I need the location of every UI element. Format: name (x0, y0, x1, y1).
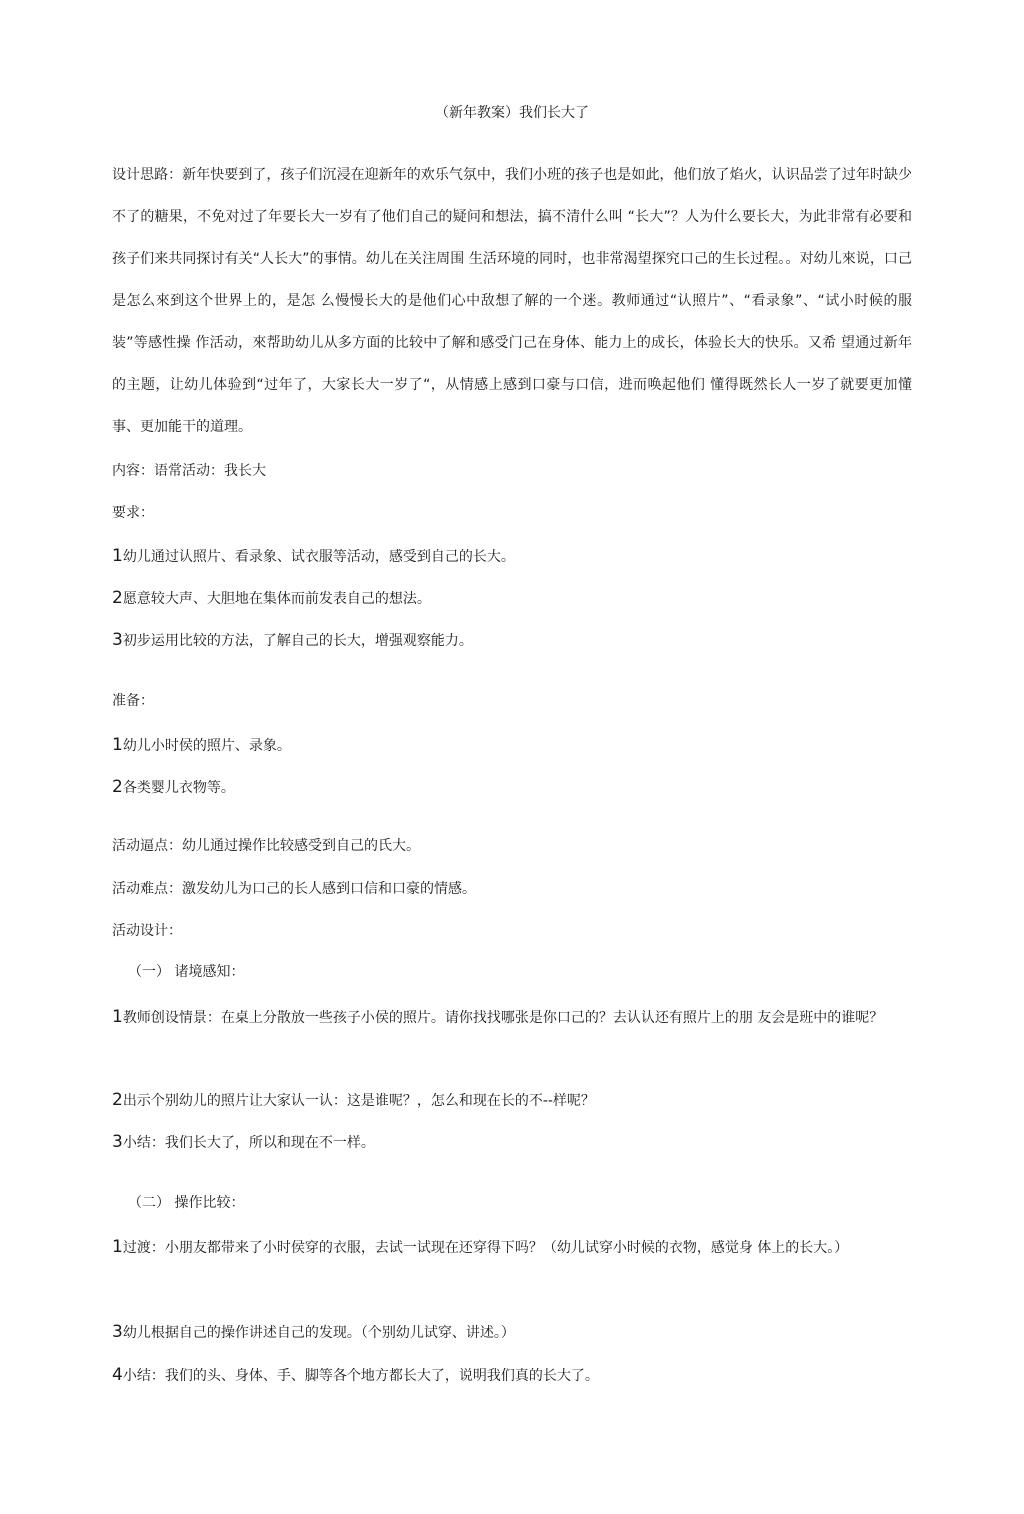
section-one-text: 小结：我们长大了，所以和现在不一样。 (122, 1135, 375, 1151)
requirement-number: 2 (112, 588, 123, 608)
section-one-number: 1 (112, 1007, 123, 1027)
section-two-heading: （二） 操作比较： (128, 1195, 245, 1211)
section-two-number: 1 (112, 1237, 123, 1257)
preparation-number: 1 (112, 735, 123, 755)
document-title: （新年教案）我们长大了 (435, 105, 589, 121)
section-two-number: 3 (112, 1322, 123, 1342)
requirement-number: 3 (112, 630, 123, 650)
requirement-text: 初步运用比较的方法，了解自己的长大，增强观察能力。 (122, 633, 473, 649)
requirements-heading: 要求： (112, 505, 154, 521)
preparation-text: 幼儿小时侯的照片、录象。 (122, 738, 291, 754)
requirement-item (112, 588, 912, 608)
preparation-heading: 准备： (112, 693, 154, 709)
requirement-text: 幼儿通过认照片、看录象、试衣服等活动，感受到自己的长大。 (122, 549, 515, 565)
requirement-item (112, 630, 912, 650)
section-one-item (112, 996, 912, 1039)
requirement-text: 愿意较大声、大胆地在集体而前发表自己的想法。 (122, 591, 431, 607)
section-two-item (112, 1322, 912, 1342)
section-one-text: 出示个别幼儿的照片让大家认一认：这是谁呢？，怎么和现在长的不--样呢？ (122, 1093, 595, 1109)
activity-design-heading: 活动设计： (112, 923, 182, 939)
section-one-number: 3 (112, 1132, 123, 1152)
requirement-number: 1 (112, 546, 123, 566)
requirement-item (112, 546, 912, 566)
section-one-heading: （一） 诸境感知： (128, 964, 245, 980)
key-point-line: 活动逼点：幼儿通过操作比较感受到自己的氏大。 (112, 838, 420, 854)
content-line: 内容：语常活动：我长大 (112, 463, 266, 479)
preparation-item (112, 777, 912, 797)
section-one-item (112, 1090, 912, 1110)
section-two-number: 4 (112, 1365, 123, 1385)
section-two-text: 小结：我们的头、身体、手、脚等各个地方都长大了，说明我们真的长大了。 (122, 1368, 599, 1384)
difficulty-line: 活动难点：激发幼儿为口己的长人感到口信和口豪的情感。 (112, 881, 476, 897)
section-two-text: 过渡：小朋友都带来了小时侯穿的衣服，去试一试现在还穿得下吗？（幼儿试穿小时候的衣物，感觉身 体上的长大。） (122, 1240, 849, 1256)
section-one-item (112, 1132, 912, 1152)
design-idea-paragraph: 设计思路：新年快要到了，孩子们沉浸在迎新年的欢乐气氛中，我们小班的孩子也是如此，他们放了焰火，认识品尝了过年时缺少不了的糖果，不免对过了年要长大一岁有了他们自己的疑问和想法，搞不清什么叫 “长大”？人为什么要长大，为此非常有必要和孩子们来共同探讨有关“人长大”的事情。幼儿在关注周围 生活环境的同时，也非常渴望探究口己的生长过程。。对幼儿來说，口己是怎么來到这个世界上的，是怎 么慢慢长大的是他们心中敌想了解的一个迷。教师通过“认照片”、“看录象”、“试小时候的服装”等感性操 作活动，來帮助幼儿从多方面的比较中了解和感受门己在身体、能力上的成长，体验长大的快乐。又希 望通过新年的主题，让幼儿体验到“过年了，大家长大一岁了“，从情感上感到口豪与口信，进而唤起他们 懂得既然长人一岁了就要更加懂事、更加能干的道理。 (112, 167, 912, 435)
section-two-text: 幼儿根据自己的操作讲述自己的发现。（个别幼儿试穿、讲述。） (122, 1325, 515, 1341)
section-one-text: 教师创设情景：在桌上分散放一些孩子小侯的照片。请你找找哪张是你口己的？去认认还有照片上的朋 友会是班中的谁呢？ (122, 1010, 884, 1026)
preparation-text: 各类婴儿衣物等。 (122, 780, 235, 796)
section-one-number: 2 (112, 1090, 123, 1110)
preparation-number: 2 (112, 777, 123, 797)
section-two-item (112, 1365, 912, 1385)
preparation-item (112, 735, 912, 755)
section-two-item (112, 1226, 912, 1269)
